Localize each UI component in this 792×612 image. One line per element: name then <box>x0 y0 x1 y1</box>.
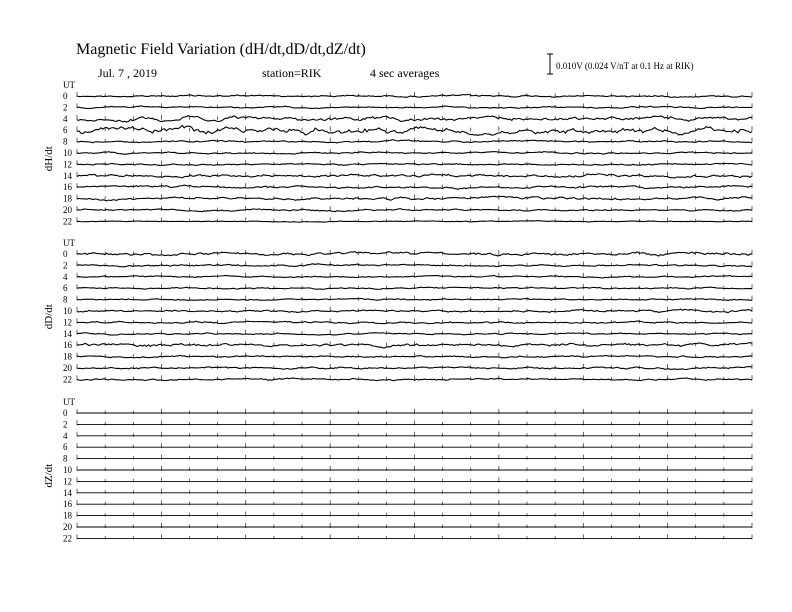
row-label: 4 <box>63 430 68 441</box>
row-label: 10 <box>63 465 72 475</box>
row-label: 0 <box>63 249 68 259</box>
row-label: 14 <box>63 170 72 181</box>
chart-title: Magnetic Field Variation (dH/dt,dD/dt,dZ/dt) <box>76 41 366 58</box>
row-label: 12 <box>63 159 72 170</box>
row-label: 2 <box>63 260 68 271</box>
row-label: 18 <box>63 193 72 204</box>
row-label: 18 <box>63 510 72 521</box>
row-label: 20 <box>63 522 72 532</box>
ut-label: UT <box>63 238 75 248</box>
row-label: 22 <box>63 374 72 385</box>
panel-dH-dt <box>43 80 752 226</box>
row-label: 4 <box>63 271 68 282</box>
row-label: 22 <box>63 216 72 227</box>
ut-label: UT <box>63 80 75 90</box>
row-label: 10 <box>63 148 72 158</box>
date-label: Jul. 7 , 2019 <box>98 66 158 80</box>
panel-axis-label: dZ/dt <box>43 463 55 488</box>
station-label: station=RIK <box>262 66 322 80</box>
row-label: 6 <box>63 125 68 136</box>
row-label: 0 <box>63 408 68 418</box>
averaging-label: 4 sec averages <box>370 66 440 80</box>
row-label: 6 <box>63 283 68 294</box>
ut-label: UT <box>63 397 75 407</box>
row-label: 10 <box>63 306 72 316</box>
row-label: 0 <box>63 91 68 101</box>
row-label: 14 <box>63 487 72 498</box>
row-label: 16 <box>63 182 72 193</box>
row-label: 12 <box>63 317 72 328</box>
scale-bar <box>547 54 694 74</box>
row-label: 20 <box>63 205 72 215</box>
panel-dD-dt <box>43 238 752 384</box>
row-label: 6 <box>63 442 68 453</box>
row-label: 16 <box>63 340 72 351</box>
row-label: 2 <box>63 419 68 430</box>
row-label: 18 <box>63 351 72 362</box>
row-label: 8 <box>63 136 68 147</box>
row-label: 22 <box>63 533 72 544</box>
panel-axis-label: dD/dt <box>43 304 55 330</box>
row-label: 14 <box>63 328 72 339</box>
scale-label: 0.010V (0.024 V/nT at 0.1 Hz at RIK) <box>556 61 694 71</box>
row-label: 8 <box>63 294 68 305</box>
panel-axis-label: dH/dt <box>43 146 55 172</box>
row-label: 8 <box>63 453 68 464</box>
panel-dZ-dt <box>43 397 752 543</box>
panels <box>43 80 752 543</box>
row-label: 2 <box>63 102 68 113</box>
row-label: 4 <box>63 113 68 124</box>
row-label: 20 <box>63 363 72 373</box>
row-label: 16 <box>63 499 72 510</box>
row-label: 12 <box>63 476 72 487</box>
